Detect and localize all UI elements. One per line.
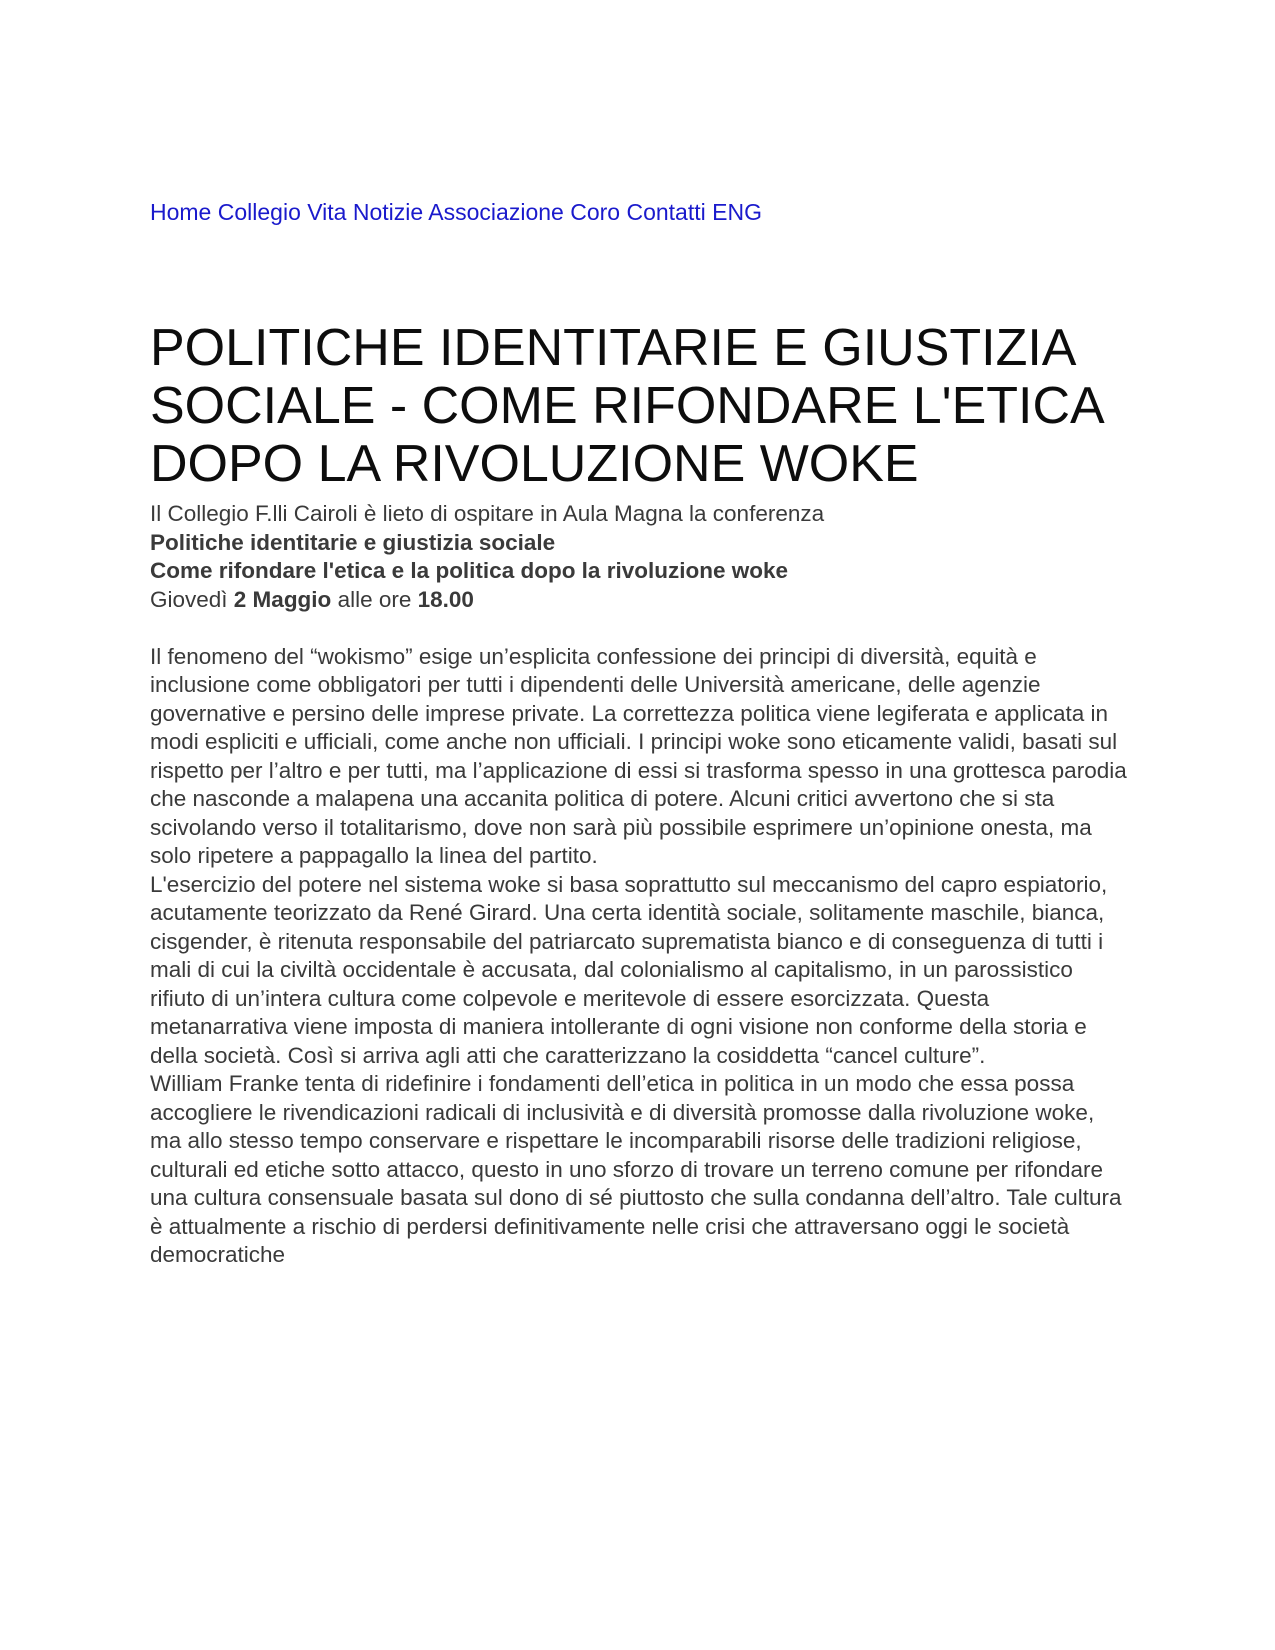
nav-link-coro[interactable]: Coro	[570, 199, 621, 225]
nav-link-associazione[interactable]: Associazione	[428, 199, 564, 225]
event-subtitle-1: Politiche identitarie e giustizia sociale	[150, 529, 556, 555]
spacer	[150, 614, 1130, 643]
nav-link-collegio[interactable]: Collegio	[217, 199, 301, 225]
page-title: POLITICHE IDENTITARIE E GIUSTIZIA SOCIALE - COME RIFONDARE L'ETICA DOPO LA RIVOLUZIONE WOKE	[150, 319, 1102, 493]
paragraph-1: Il fenomeno del “wokismo” esige un’esplicita confessione dei principi di diversità, equità e inclusione come obbligatori per tutti i dipendenti delle Università americane, delle agenzie governative e persino delle imprese private. La correttezza politica viene legiferata e applicata in modi espliciti e ufficiali, come anche non ufficiali. I principi woke sono eticamente validi, basati sul rispetto per l’altro e per tutti, ma l’applicazione di essi si trasforma spesso in una grottesca parodia che nasconde a malapena una accanita politica di potere. Alcuni critici avvertono che si sta scivolando verso il totalitarismo, dove non sarà più possibile esprimere un’opinione onesta, ma solo ripetere a pappagallo la linea del partito.	[150, 643, 1127, 868]
event-time: 18.00	[417, 586, 474, 612]
top-nav	[150, 198, 762, 226]
article-body	[150, 500, 1130, 1270]
event-subtitle-2: Come rifondare l'etica e la politica dopo la rivoluzione woke	[150, 558, 788, 583]
date-prefix: Giovedì	[150, 586, 234, 612]
event-date: 2 Maggio	[233, 586, 332, 612]
nav-link-eng[interactable]: ENG	[712, 199, 762, 225]
paragraph-2: L'esercizio del potere nel sistema woke si basa soprattutto sul meccanismo del capro espiatorio, acutamente teorizzato da René Girard. Una certa identità sociale, solitamente maschile, bianca, cisgender, è ritenuta responsabile del patriarcato suprematista bianco e di conseguenza di tutti i mali di cui la civiltà occidentale è accusata, dal colonialismo al capitalismo, in un parossistico rifiuto di un’intera cultura come colpevole e meritevole di essere esorcizzata. Questa metanarrativa viene imposta di maniera intollerante di ogni visione non conforme della storia e della società. Così si arriva agli atti che caratterizzano la cosiddetta “cancel culture”.	[150, 871, 1108, 1068]
nav-link-vita[interactable]: Vita	[307, 199, 347, 225]
time-prefix: alle ore	[331, 586, 418, 612]
nav-link-contatti[interactable]: Contatti	[626, 199, 706, 225]
event-datetime	[150, 586, 1130, 615]
nav-link-home[interactable]: Home	[150, 199, 212, 225]
paragraph-3: William Franke tenta di ridefinire i fondamenti dell’etica in politica in un modo che essa possa accogliere le rivendicazioni radicali di inclusività e di diversità promosse dalla rivoluzione woke, ma allo stesso tempo conservare e rispettare le incomparabili risorse delle tradizioni religiose, culturali ed etiche sotto attacco, questo in uno sforzo di trovare un terreno comune per rifondare una cultura consensuale basata sul dono di sé piuttosto che sulla condanna dell’altro. Tale cultura è attualmente a rischio di perdersi definitivamente nelle crisi che attraversano oggi le società democratiche	[150, 1071, 1122, 1267]
nav-link-notizie[interactable]: Notizie	[352, 199, 424, 225]
intro-line: Il Collegio F.lli Cairoli è lieto di ospitare in Aula Magna la conferenza	[150, 501, 825, 526]
